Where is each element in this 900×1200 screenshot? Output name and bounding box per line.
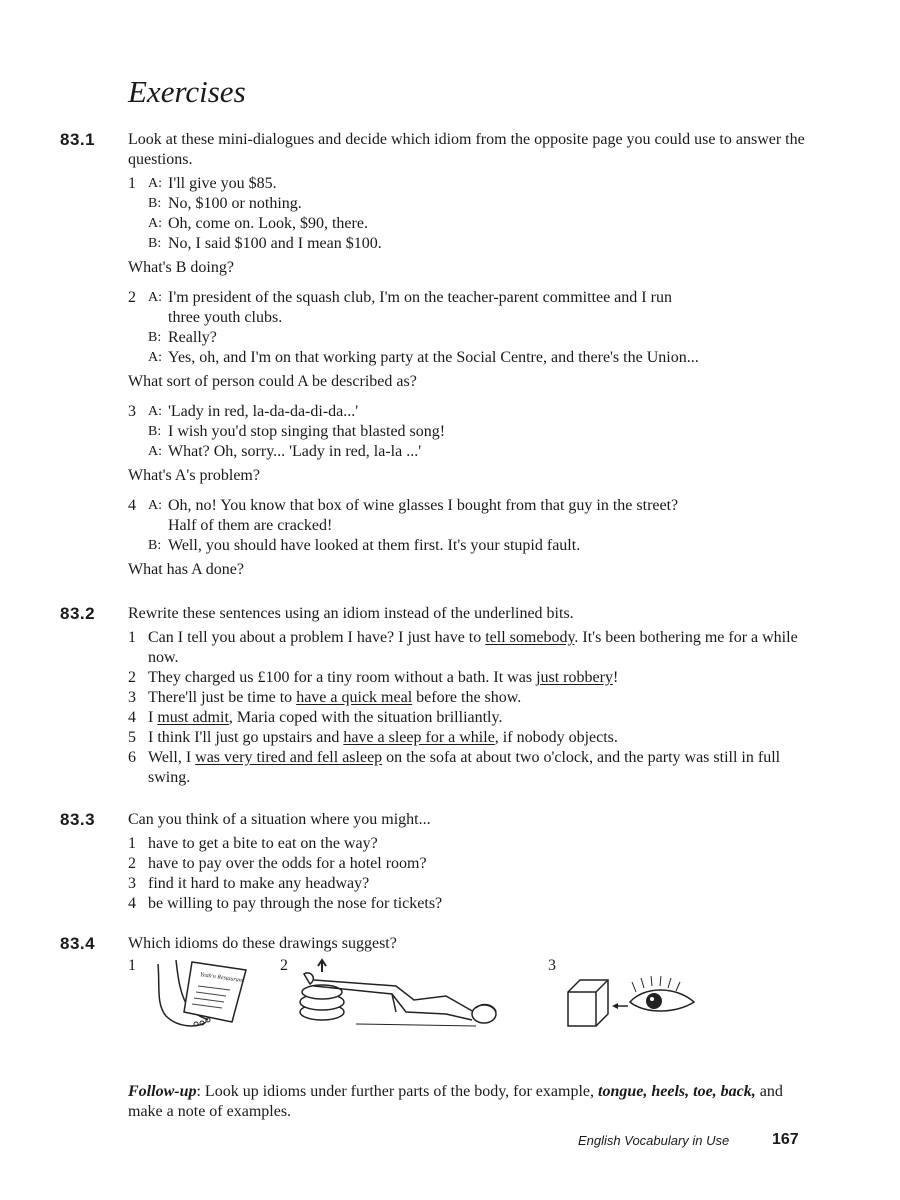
- dialogue-line: [128, 174, 818, 194]
- item-number: 6: [128, 749, 136, 766]
- dialogue-1: [128, 174, 818, 278]
- item-number: 3: [548, 957, 556, 974]
- speaker-label: A:: [148, 444, 162, 459]
- bill-sign-text: Yeah'n Restaurant: [199, 972, 244, 985]
- dialogue-question: What's B doing?: [128, 259, 234, 276]
- follow-up-note: [128, 1082, 818, 1122]
- eye-looking-at-box-icon: [564, 956, 704, 1036]
- speaker-label: A:: [148, 350, 162, 365]
- person-lying-with-feet-up-icon: [296, 956, 516, 1036]
- item-number: 4: [128, 709, 136, 726]
- sentence-text: Well, I: [148, 749, 196, 766]
- dialogue-4: [128, 496, 818, 580]
- speaker-label: A:: [148, 216, 162, 231]
- item-number: 2: [128, 669, 136, 686]
- footer-book-title: English Vocabulary in Use: [578, 1133, 730, 1148]
- item-number: 1: [128, 957, 136, 974]
- speaker-label: A:: [148, 404, 162, 419]
- list-item: [128, 748, 818, 788]
- item-number: 2: [128, 289, 136, 306]
- underlined-phrase: have a sleep for a while: [343, 729, 495, 746]
- dialogue-question: What sort of person could A be described as?: [128, 373, 417, 390]
- dialogue-question: What has A done?: [128, 561, 244, 578]
- dialogue-text: Oh, no! You know that box of wine glasses I bought from that guy in the street?: [168, 497, 679, 514]
- dialogue-text: Yes, oh, and I'm on that working party at the Social Centre, and there's the Union...: [168, 349, 699, 366]
- sentence-text: on the sofa at about two o'clock, and the party was still in full swing.: [148, 749, 781, 786]
- list-item: [128, 854, 818, 874]
- dialogue-text: Oh, come on. Look, $90, there.: [168, 215, 368, 232]
- underlined-phrase: just robbery: [536, 669, 613, 686]
- question-list: [128, 834, 818, 914]
- sentence-text: !: [612, 669, 619, 686]
- question-text: have to pay over the odds for a hotel room?: [148, 855, 427, 872]
- underlined-phrase: tell somebody: [485, 629, 575, 646]
- item-number: 3: [128, 689, 136, 706]
- speaker-label: A:: [148, 498, 162, 513]
- exercise-instruction: Which idioms do these drawings suggest?: [128, 935, 397, 952]
- speaker-label: A:: [148, 290, 162, 305]
- exercise-number: 83.1: [60, 130, 96, 149]
- dialogue-2: [128, 288, 818, 392]
- foot-with-bill-icon: [146, 956, 256, 1036]
- follow-up-text: and make a note of examples.: [128, 1083, 783, 1120]
- underlined-phrase: was very tired and fell asleep: [195, 749, 383, 766]
- sentence-text: Can I tell you about a problem I have? I just have to: [148, 629, 486, 646]
- speaker-label: B:: [148, 424, 162, 439]
- list-item: [128, 834, 818, 854]
- follow-up-text: : Look up idioms under further parts of the body, for example,: [196, 1083, 598, 1100]
- item-number: 1: [128, 629, 136, 646]
- sentence-text: , if nobody objects.: [494, 729, 618, 746]
- item-number: 1: [128, 835, 136, 852]
- sentence-list: [128, 628, 818, 788]
- question-text: have to get a bite to eat on the way?: [148, 835, 378, 852]
- dialogue-3: [128, 402, 818, 486]
- dialogue-text: I'll give you $85.: [168, 175, 277, 192]
- item-number: 3: [128, 403, 136, 420]
- dialogue-text: No, $100 or nothing.: [168, 195, 302, 212]
- dialogue-text: What? Oh, sorry... 'Lady in red, la-la ...': [168, 443, 422, 460]
- question-text: find it hard to make any headway?: [148, 875, 370, 892]
- dialogue-text: Well, you should have looked at them first. It's your stupid fault.: [168, 537, 581, 554]
- page-number: 167: [772, 1131, 799, 1148]
- underlined-phrase: have a quick meal: [296, 689, 413, 706]
- item-number: 4: [128, 497, 136, 514]
- speaker-label: B:: [148, 538, 162, 553]
- item-number: 1: [128, 175, 136, 192]
- sentence-text: before the show.: [412, 689, 522, 706]
- sentence-text: There'll just be time to: [148, 689, 297, 706]
- item-number: 2: [280, 957, 288, 974]
- sentence-text: , Maria coped with the situation brilliantly.: [228, 709, 503, 726]
- list-item: [128, 628, 818, 668]
- dialogue-text: No, I said $100 and I mean $100.: [168, 235, 382, 252]
- list-item: [128, 894, 818, 914]
- page-title: Exercises: [128, 74, 246, 109]
- exercise-instruction: Rewrite these sentences using an idiom instead of the underlined bits.: [128, 605, 574, 622]
- item-number: 4: [128, 895, 136, 912]
- list-item: [128, 874, 818, 894]
- exercise-instruction: Look at these mini-dialogues and decide which idiom from the opposite page you could use to answer the questions.: [128, 131, 805, 168]
- item-number: 2: [128, 855, 136, 872]
- follow-up-examples: tongue, heels, toe, back,: [598, 1083, 756, 1100]
- question-text: be willing to pay through the nose for tickets?: [148, 895, 443, 912]
- drawings-row: [128, 956, 818, 1036]
- speaker-label: A:: [148, 176, 162, 191]
- dialogue-text: Really?: [168, 329, 217, 346]
- speaker-label: B:: [148, 236, 162, 251]
- exercise-number: 83.3: [60, 810, 96, 829]
- exercise-number: 83.2: [60, 604, 96, 623]
- sentence-text: I: [148, 709, 158, 726]
- exercise-instruction: Can you think of a situation where you might...: [128, 811, 431, 828]
- list-item: [128, 728, 818, 748]
- dialogue-text: three youth clubs.: [168, 309, 283, 326]
- dialogue-text: I wish you'd stop singing that blasted song!: [168, 423, 446, 440]
- exercise-number: 83.4: [60, 934, 96, 953]
- speaker-label: B:: [148, 330, 162, 345]
- follow-up-label: Follow-up: [128, 1083, 197, 1100]
- sentence-text: . It's been bothering me for a while now.: [148, 629, 798, 666]
- item-number: 3: [128, 875, 136, 892]
- dialogue-text: I'm president of the squash club, I'm on the teacher-parent committee and I run: [168, 289, 672, 306]
- list-item: [128, 708, 818, 728]
- sentence-text: They charged us £100 for a tiny room without a bath. It was: [148, 669, 537, 686]
- item-number: 5: [128, 729, 136, 746]
- speaker-label: B:: [148, 196, 162, 211]
- dialogue-text: Half of them are cracked!: [168, 517, 333, 534]
- dialogue-question: What's A's problem?: [128, 467, 260, 484]
- sentence-text: I think I'll just go upstairs and: [148, 729, 344, 746]
- list-item: [128, 688, 818, 708]
- list-item: [128, 668, 818, 688]
- underlined-phrase: must admit: [157, 709, 229, 726]
- dialogue-text: 'Lady in red, la-da-da-di-da...': [168, 403, 359, 420]
